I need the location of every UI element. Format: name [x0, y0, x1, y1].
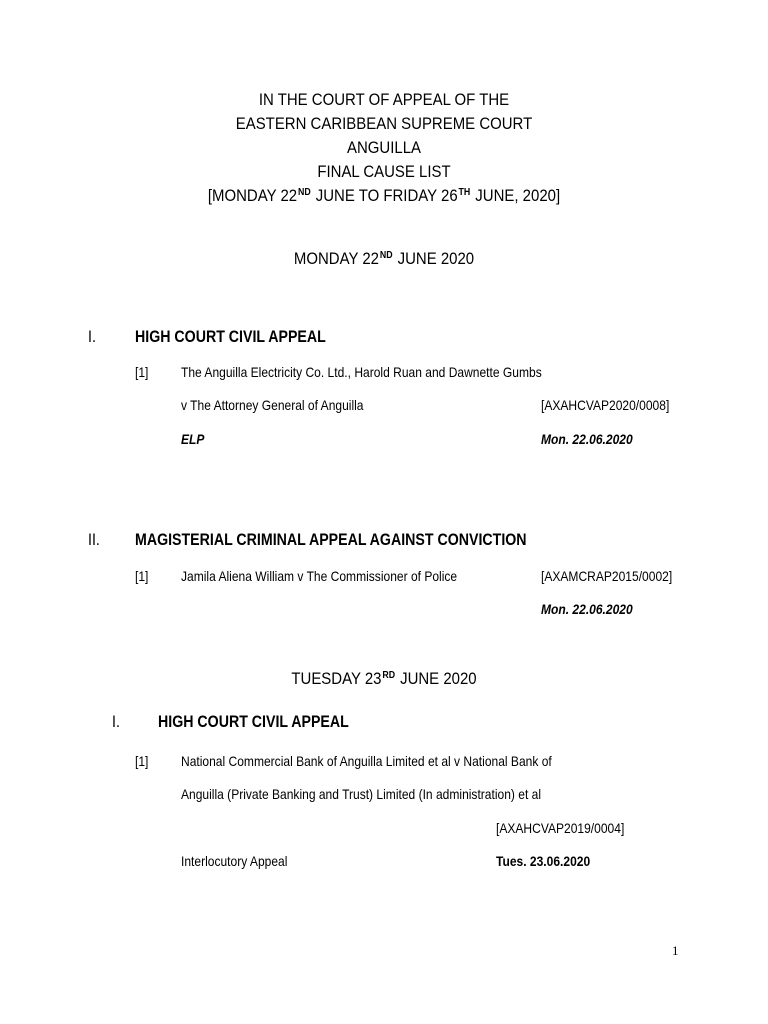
section-numeral: I.	[88, 328, 96, 346]
case-number: [1]	[135, 753, 149, 769]
section-title: MAGISTERIAL CRIMINAL APPEAL AGAINST CONVICTION	[135, 531, 527, 549]
section-title: HIGH COURT CIVIL APPEAL	[135, 328, 326, 346]
section-title: HIGH COURT CIVIL APPEAL	[158, 713, 349, 731]
court-title-line2: EASTERN CARIBBEAN SUPREME COURT	[235, 114, 533, 133]
case-reference: [AXAHCVAP2019/0004]	[496, 820, 625, 836]
court-location: ANGUILLA	[346, 138, 422, 157]
hearing-date: Mon. 22.06.2020	[541, 601, 633, 617]
case-number: [1]	[135, 364, 149, 380]
case-parties-line1: The Anguilla Electricity Co. Ltd., Harold Ruan and Dawnette Gumbs	[181, 364, 542, 380]
case-parties-line1: Jamila Aliena William v The Commissioner of Police	[181, 568, 458, 584]
hearing-date: Tues. 23.06.2020	[496, 853, 591, 869]
case-reference: [AXAMCRAP2015/0002]	[541, 568, 673, 584]
case-number: [1]	[135, 568, 149, 584]
court-title-line1: IN THE COURT OF APPEAL OF THE	[258, 90, 510, 109]
page-number: 1	[672, 943, 679, 958]
hearing-date: Mon. 22.06.2020	[541, 431, 633, 447]
section-numeral: II.	[88, 531, 100, 549]
case-parties-line2: v The Attorney General of Anguilla	[181, 397, 364, 413]
case-reference: [AXAHCVAP2020/0008]	[541, 397, 670, 413]
case-parties-line1: National Commercial Bank of Anguilla Limited et al v National Bank of	[181, 753, 552, 769]
day-heading-tuesday: TUESDAY 23RD JUNE 2020	[291, 669, 477, 688]
document-title: FINAL CAUSE LIST	[317, 162, 451, 181]
section-numeral: I.	[112, 713, 120, 731]
date-range: [MONDAY 22ND JUNE TO FRIDAY 26TH JUNE, 2020]	[207, 186, 561, 205]
day-heading-monday: MONDAY 22ND JUNE 2020	[293, 249, 475, 268]
case-parties-line2: Anguilla (Private Banking and Trust) Limited (In administration) et al	[181, 786, 542, 802]
case-type: Interlocutory Appeal	[181, 853, 288, 869]
case-type: ELP	[181, 431, 205, 447]
